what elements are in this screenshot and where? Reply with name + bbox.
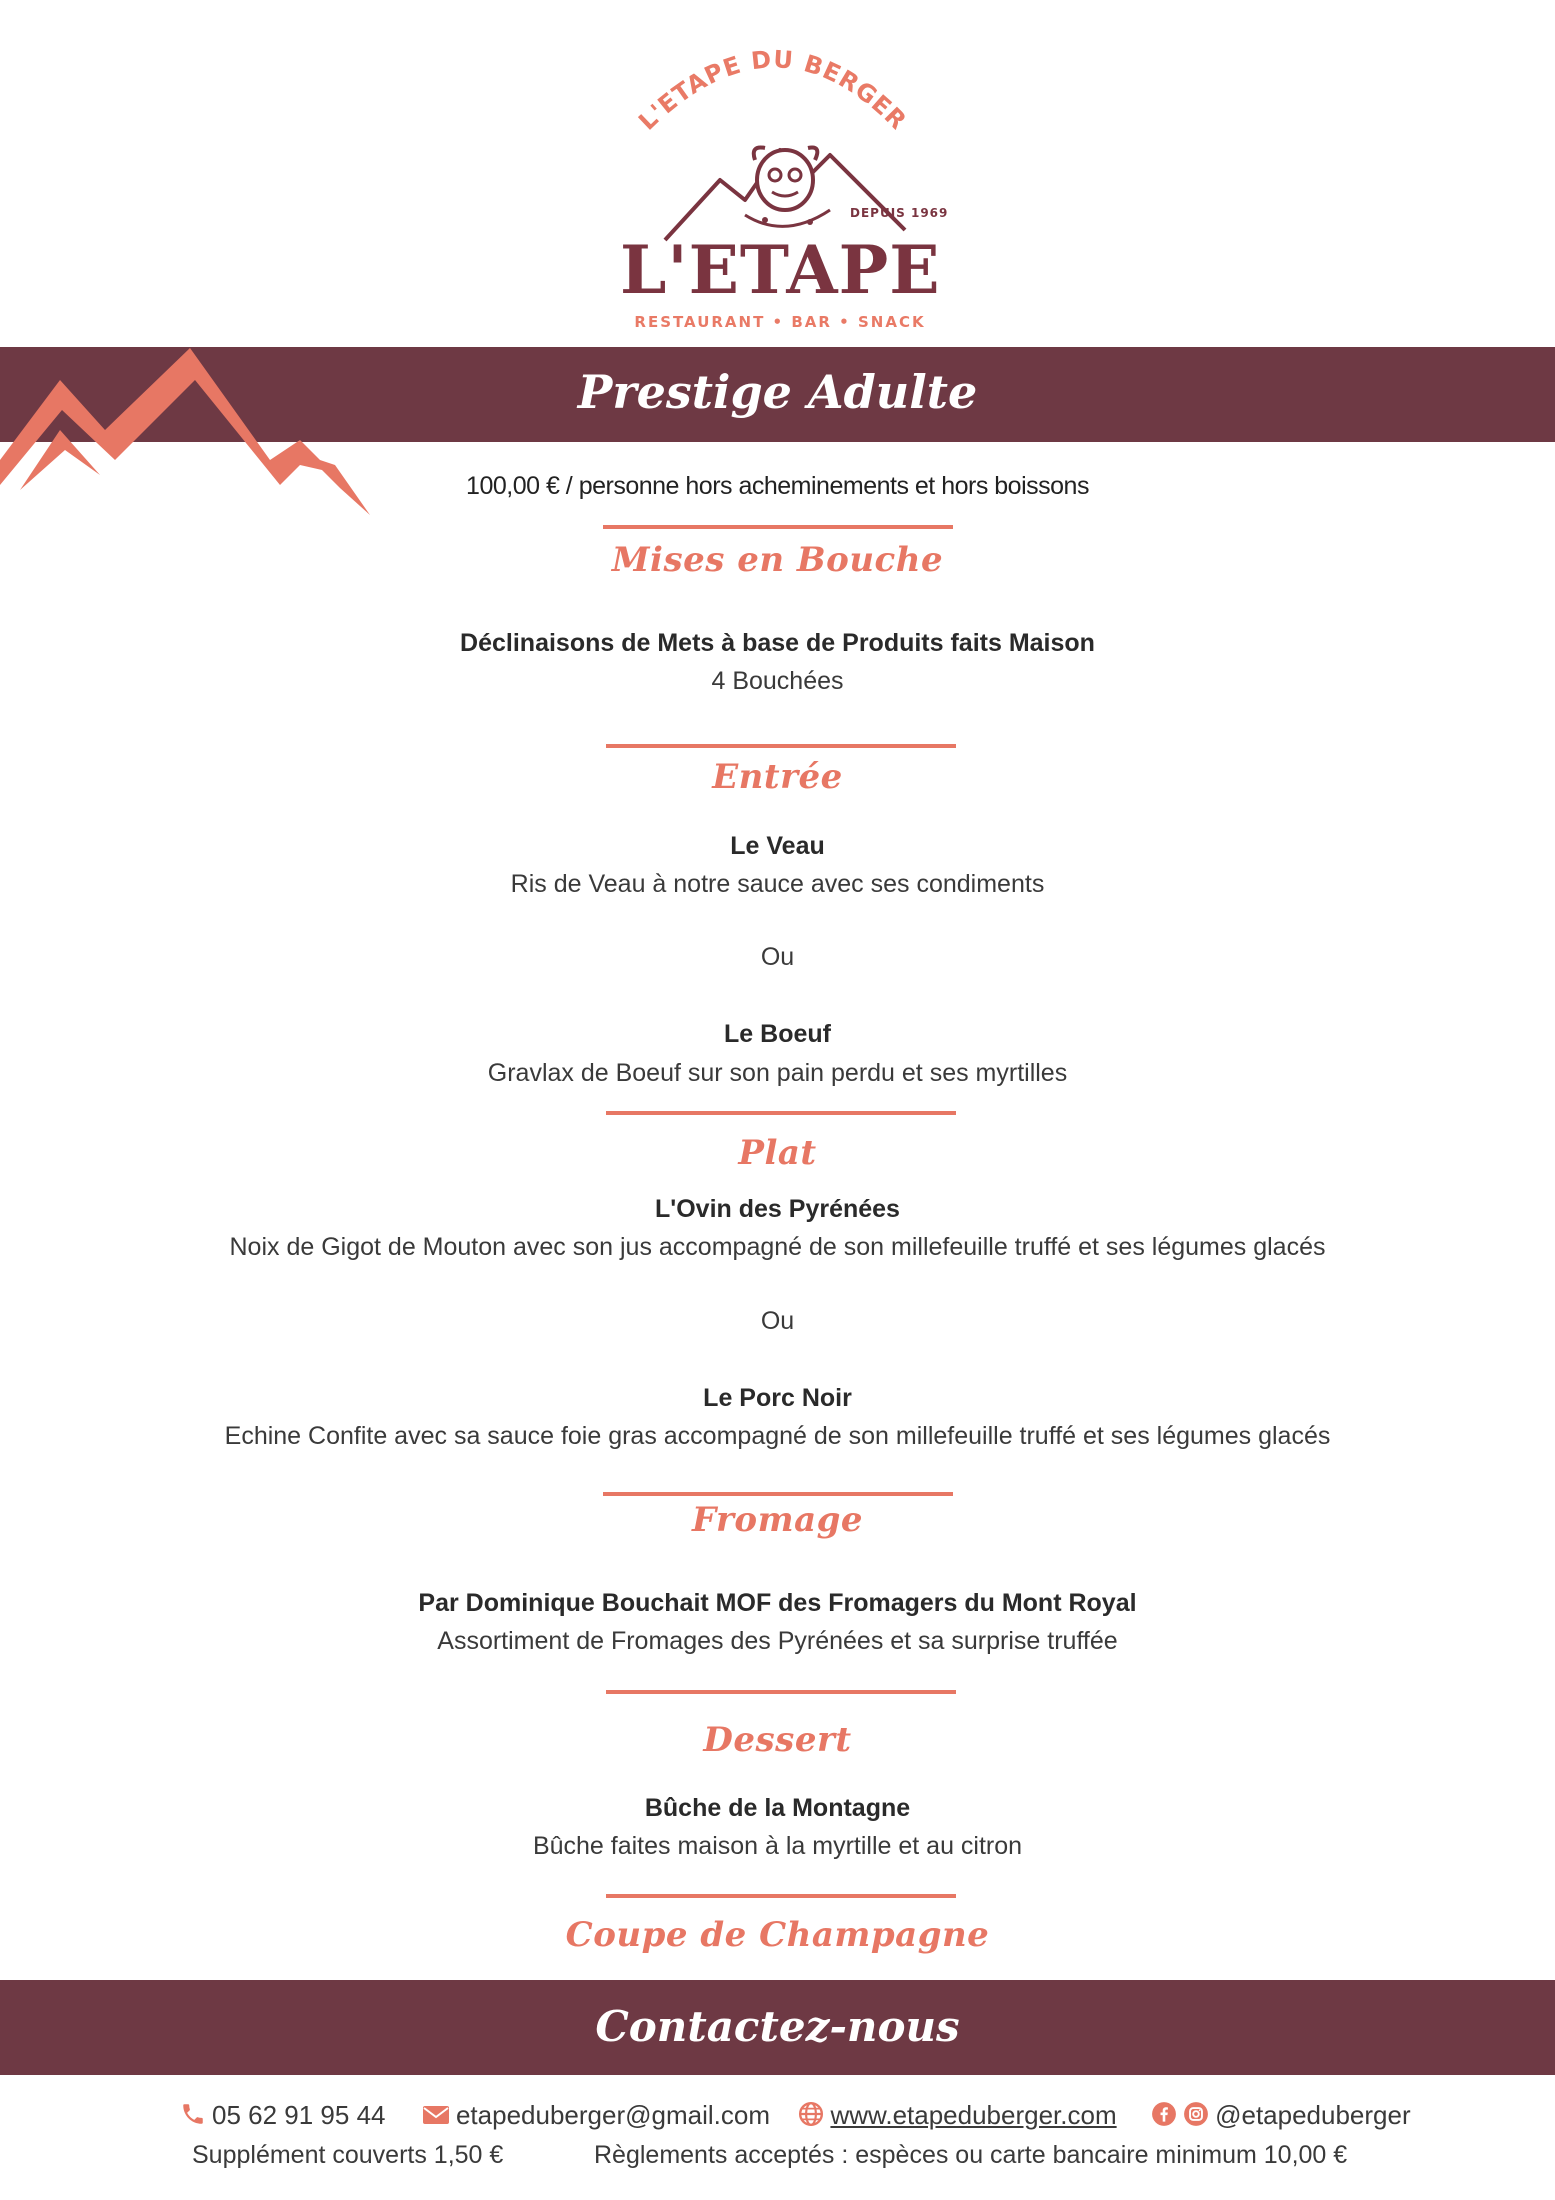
dish-name: Le Veau (730, 832, 825, 860)
section-title-dessert: Dessert (703, 1720, 852, 1760)
section-divider (606, 744, 956, 748)
or-separator: Ou (760, 1307, 795, 1335)
phone-icon (180, 2101, 206, 2134)
dish-name: L'Ovin des Pyrénées (655, 1195, 900, 1223)
section-divider (603, 1492, 953, 1496)
dish-name: Le Porc Noir (703, 1384, 852, 1412)
or-separator: Ou (760, 943, 795, 971)
section-title-mises-en-bouche: Mises en Bouche (611, 540, 944, 580)
dish-description: Assortiment de Fromages des Pyrénées et sa surprise truffée (437, 1627, 1118, 1655)
email-icon (422, 2102, 450, 2133)
dish-description: Ris de Veau à notre sauce avec ses condiments (510, 870, 1045, 898)
facebook-icon[interactable] (1151, 2101, 1177, 2134)
dish-name: Déclinaisons de Mets à base de Produits faits Maison (460, 629, 1095, 657)
globe-icon (798, 2101, 824, 2134)
restaurant-logo (600, 40, 955, 331)
logo-name: L'ETAPE (620, 231, 941, 309)
section-divider (606, 1111, 956, 1115)
dish-name: Le Boeuf (724, 1020, 831, 1048)
contact-title: Contactez-nous (595, 2002, 960, 2051)
section-divider (606, 1690, 956, 1694)
section-title-champagne: Coupe de Champagne (565, 1915, 990, 1955)
section-divider (603, 525, 953, 529)
menu-title: Prestige Adulte (577, 365, 978, 419)
website-link[interactable]: www.etapeduberger.com (830, 2100, 1117, 2130)
dish-name: Par Dominique Bouchait MOF des Fromagers du Mont Royal (418, 1589, 1137, 1617)
dish-description: Noix de Gigot de Mouton avec son jus accompagné de son millefeuille truffé et ses légumes glacés (229, 1233, 1326, 1261)
email-link[interactable]: etapeduberger@gmail.com (455, 2100, 770, 2130)
social-handle-link[interactable]: @etapeduberger (1215, 2100, 1411, 2130)
payment-text: Règlements acceptés : espèces ou carte bancaire minimum 10,00 € (594, 2141, 1348, 2169)
menu-price: 100,00 € / personne hors acheminements et hors boissons (466, 472, 1089, 500)
logo-tagline: RESTAURANT • BAR • SNACK (634, 313, 926, 331)
dish-description: Bûche faites maison à la myrtille et au citron (532, 1832, 1023, 1860)
dish-description: Echine Confite avec sa sauce foie gras accompagné de son millefeuille truffé et ses légumes glacés (224, 1422, 1331, 1450)
section-divider (606, 1894, 956, 1898)
dish-name: Bûche de la Montagne (644, 1794, 911, 1822)
phone-link[interactable]: 05 62 91 95 44 (212, 2100, 386, 2130)
section-title-entree: Entrée (712, 757, 843, 797)
instagram-icon[interactable] (1183, 2101, 1209, 2134)
contact-row (180, 2100, 1411, 2134)
section-title-plat: Plat (738, 1133, 817, 1173)
dish-description: Gravlax de Boeuf sur son pain perdu et ses myrtilles (487, 1059, 1068, 1087)
svg-text:L'ETAPE DU BERGER: L'ETAPE DU BERGER (633, 45, 913, 136)
section-title-fromage: Fromage (691, 1500, 864, 1540)
supplement-text: Supplément couverts 1,50 € (192, 2141, 504, 2169)
dish-description: 4 Bouchées (711, 667, 844, 695)
logo-since: DEPUIS 1969 (850, 206, 949, 220)
